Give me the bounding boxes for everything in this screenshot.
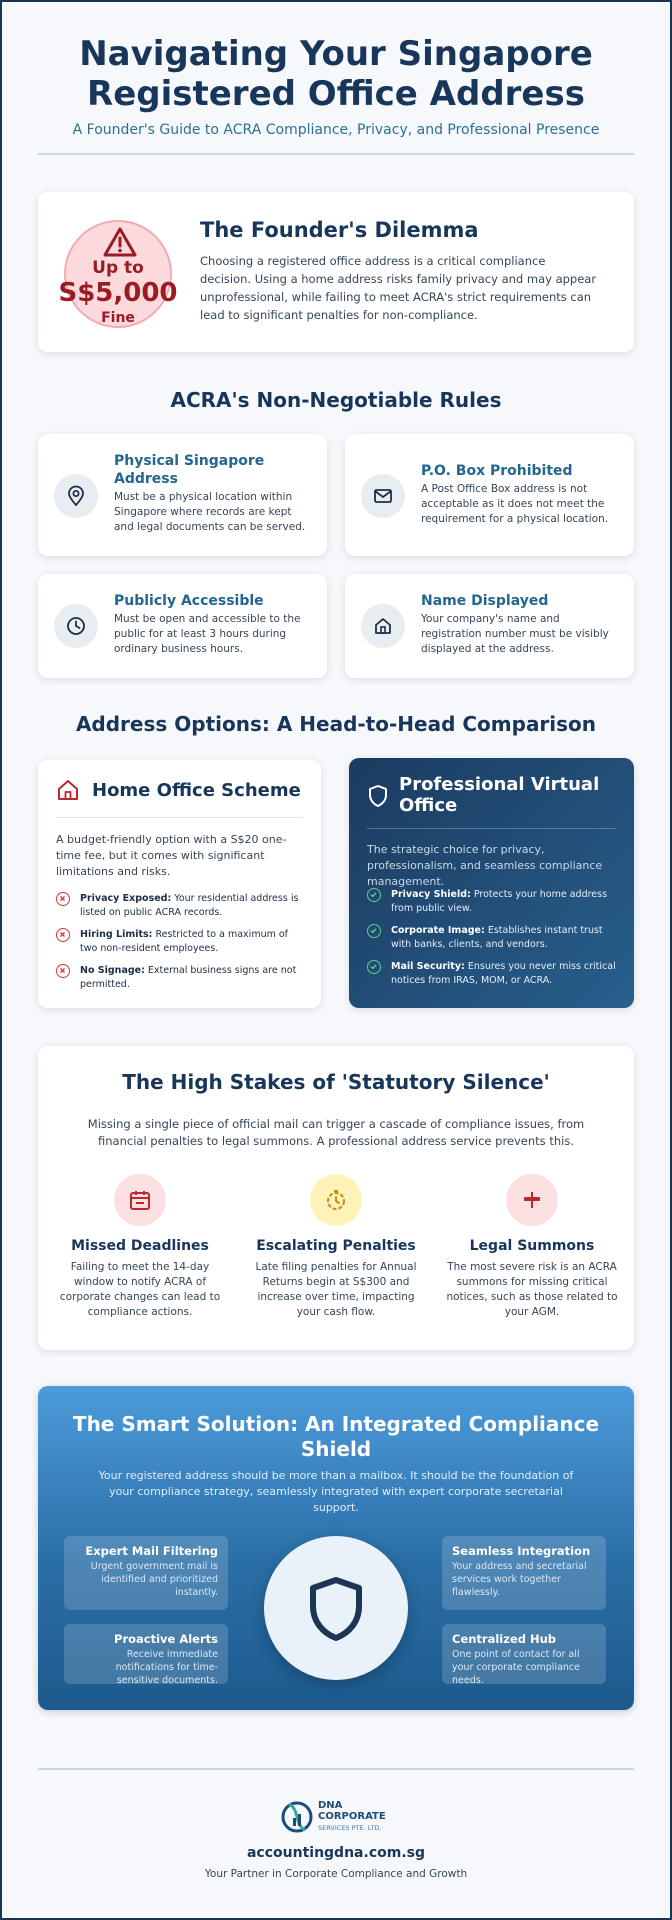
- stake-icon-circle: [310, 1174, 362, 1226]
- rule-description: A Post Office Box address is not acceptable as it does not meet the requirement for a physical location.: [421, 483, 609, 525]
- fine-badge: [58, 220, 178, 328]
- stake-icon-circle: [506, 1174, 558, 1226]
- fine-badge-prefix: Up to: [92, 258, 144, 278]
- rule-card-publicly-accessible: [38, 574, 327, 678]
- page-title: [0, 34, 672, 114]
- rule-title: P.O. Box Prohibited: [421, 463, 573, 479]
- website-link[interactable]: accountingdna.com.sg: [246, 1845, 425, 1861]
- solution-panel: [38, 1386, 634, 1710]
- logo-line-1: DNA: [318, 1800, 343, 1811]
- risk-text: Your residential address is listed on public ACRA records.: [80, 893, 299, 918]
- title-line-2: Registered Office Address: [87, 74, 585, 114]
- fine-badge-suffix: Fine: [101, 310, 135, 326]
- home-office-description: A budget-friendly option with a S$20 one-time fee, but it comes with significant limitations and risks.: [56, 833, 287, 878]
- rules-title: ACRA's Non-Negotiable Rules: [170, 388, 502, 412]
- stakes-intro: Missing a single piece of official mail can trigger a cascade of compliance issues, from financial penalties to legal summons. A professional address service prevents this.: [87, 1117, 585, 1148]
- home-icon: [56, 778, 80, 802]
- stake-description: The most severe risk is an ACRA summons for missing critical notices, such as those related to your AGM.: [446, 1261, 618, 1318]
- comparison-title: Address Options: A Head-to-Head Comparison: [75, 712, 597, 736]
- shield-icon: [367, 784, 389, 808]
- home-office-risk: [80, 964, 305, 991]
- feature-description: One point of contact for all your corporate compliance needs.: [452, 1649, 580, 1686]
- feature-description: Your address and secretarial services work together flawlessly.: [452, 1561, 587, 1598]
- card-divider: [56, 817, 303, 818]
- dilemma-text: Choosing a registered office address is a critical compliance decision. Using a home address risks family privacy and may appear unprofessional, while failing to meet ACRA's strict requirements can lead to significant penalties for non-compliance.: [200, 254, 597, 322]
- stake-title: Missed Deadlines: [71, 1238, 209, 1254]
- feature-title: Proactive Alerts: [114, 1632, 218, 1646]
- card-divider: [367, 828, 616, 829]
- home-office-title: Home Office Scheme: [92, 780, 301, 801]
- stake-icon-circle: [114, 1174, 166, 1226]
- stopwatch-icon: [324, 1188, 348, 1212]
- rule-icon-circle: [54, 604, 98, 648]
- footer-tagline: Your Partner in Corporate Compliance and Growth: [204, 1868, 468, 1880]
- benefit-text: Protects your home address from public view.: [391, 889, 608, 914]
- rule-card-physical-address: [38, 434, 327, 556]
- virtual-office-title: [399, 774, 599, 816]
- stakes-card: [38, 1046, 634, 1350]
- check-circle-icon: [367, 888, 381, 902]
- rule-description: Must be open and accessible to the public for at least 3 hours during ordinary business hours.: [114, 613, 301, 655]
- x-circle-icon: [56, 928, 70, 942]
- gavel-icon: [520, 1188, 544, 1212]
- benefit-text: Establishes instant trust with banks, clients, and vendors.: [391, 925, 603, 950]
- company-logo: [280, 1796, 400, 1838]
- feature-description: Receive immediate notifications for time-sensitive documents.: [115, 1649, 218, 1686]
- risk-label: Hiring Limits:: [80, 929, 153, 940]
- feature-centralized-hub: [442, 1624, 606, 1684]
- risk-label: Privacy Exposed:: [80, 893, 172, 904]
- solution-title: The Smart Solution: An Integrated Compliance Shield: [72, 1412, 600, 1461]
- x-circle-icon: [56, 892, 70, 906]
- rule-icon-circle: [361, 604, 405, 648]
- feature-title: Centralized Hub: [452, 1632, 557, 1646]
- rule-description: Must be a physical location within Singapore where records are kept and legal documents can be served.: [114, 491, 306, 533]
- dna-logo-icon: [280, 1798, 316, 1836]
- virtual-office-description: The strategic choice for privacy, professionalism, and seamless compliance management.: [367, 843, 603, 888]
- dilemma-card: [38, 192, 634, 352]
- stake-description: Late filing penalties for Annual Returns begin at S$300 and increase over time, impacting your cash flow.: [255, 1261, 417, 1318]
- logo-subtext: SERVICES PTE. LTD.: [318, 1824, 382, 1832]
- page-header: [0, 34, 672, 138]
- rule-card-po-box: [345, 434, 634, 556]
- warning-icon: [102, 226, 138, 258]
- benefit-label: Corporate Image:: [391, 925, 485, 936]
- virtual-title-line-2: Office: [399, 795, 458, 816]
- rule-title: Physical Singapore Address: [114, 453, 265, 487]
- home-office-card: [38, 760, 321, 1008]
- risk-label: No Signage:: [80, 965, 145, 976]
- home-office-risk: [80, 892, 305, 919]
- logo-line-2: CORPORATE: [318, 1811, 386, 1822]
- map-pin-icon: [65, 485, 87, 507]
- rule-description: Your company's name and registration number must be visibly displayed at the address.: [421, 613, 609, 655]
- rule-icon-circle: [361, 474, 405, 518]
- shield-emblem: [264, 1536, 408, 1680]
- virtual-office-card: [349, 758, 634, 1008]
- dilemma-title: The Founder's Dilemma: [200, 218, 479, 242]
- risk-text: External business signs are not permitted.: [80, 965, 297, 990]
- divider: [38, 153, 634, 155]
- stake-missed-deadlines: [50, 1174, 230, 1334]
- risk-text: Restricted to a maximum of two non-resident employees.: [80, 929, 289, 954]
- feature-title: Expert Mail Filtering: [85, 1544, 218, 1558]
- stake-escalating-penalties: [246, 1174, 426, 1334]
- stake-title: Legal Summons: [469, 1238, 595, 1254]
- home-icon: [372, 615, 394, 637]
- logo-text: [318, 1800, 386, 1822]
- rule-card-name-displayed: [345, 574, 634, 678]
- rule-icon-circle: [54, 474, 98, 518]
- solution-description: Your registered address should be more than a mailbox. It should be the foundation of your compliance strategy, seamlessly integrated with expert corporate secretarial support.: [98, 1469, 574, 1514]
- stake-description: Failing to meet the 14-day window to notify ACRA of corporate changes can lead to compliance actions.: [59, 1261, 221, 1318]
- fine-badge-amount: S$5,000: [58, 278, 178, 308]
- check-circle-icon: [367, 960, 381, 974]
- feature-proactive-alerts: [64, 1624, 228, 1684]
- mailbox-icon: [372, 485, 394, 507]
- rule-title: Publicly Accessible: [114, 593, 264, 609]
- virtual-office-benefit: [391, 924, 621, 951]
- shield-icon: [306, 1576, 366, 1642]
- calendar-icon: [128, 1188, 152, 1212]
- virtual-office-benefit: [391, 960, 621, 987]
- virtual-office-benefit: [391, 888, 621, 915]
- benefit-label: Privacy Shield:: [391, 889, 471, 900]
- title-line-1: Navigating Your Singapore: [79, 34, 593, 74]
- check-circle-icon: [367, 924, 381, 938]
- page-subtitle: A Founder's Guide to ACRA Compliance, Privacy, and Professional Presence: [72, 122, 600, 138]
- clock-icon: [65, 615, 87, 637]
- stakes-title: The High Stakes of 'Statutory Silence': [122, 1070, 550, 1094]
- x-circle-icon: [56, 964, 70, 978]
- feature-mail-filtering: [64, 1536, 228, 1610]
- stake-title: Escalating Penalties: [256, 1238, 416, 1254]
- stake-legal-summons: [442, 1174, 622, 1334]
- feature-seamless-integration: [442, 1536, 606, 1610]
- feature-title: Seamless Integration: [452, 1544, 591, 1558]
- virtual-title-line-1: Professional Virtual: [399, 774, 600, 795]
- footer-divider: [38, 1768, 634, 1770]
- rule-title: Name Displayed: [421, 593, 549, 609]
- benefit-label: Mail Security:: [391, 961, 465, 972]
- feature-description: Urgent government mail is identified and prioritized instantly.: [90, 1561, 218, 1598]
- benefit-text: Ensures you never miss critical notices from IRAS, MOM, or ACRA.: [391, 961, 616, 986]
- home-office-risk: [80, 928, 305, 955]
